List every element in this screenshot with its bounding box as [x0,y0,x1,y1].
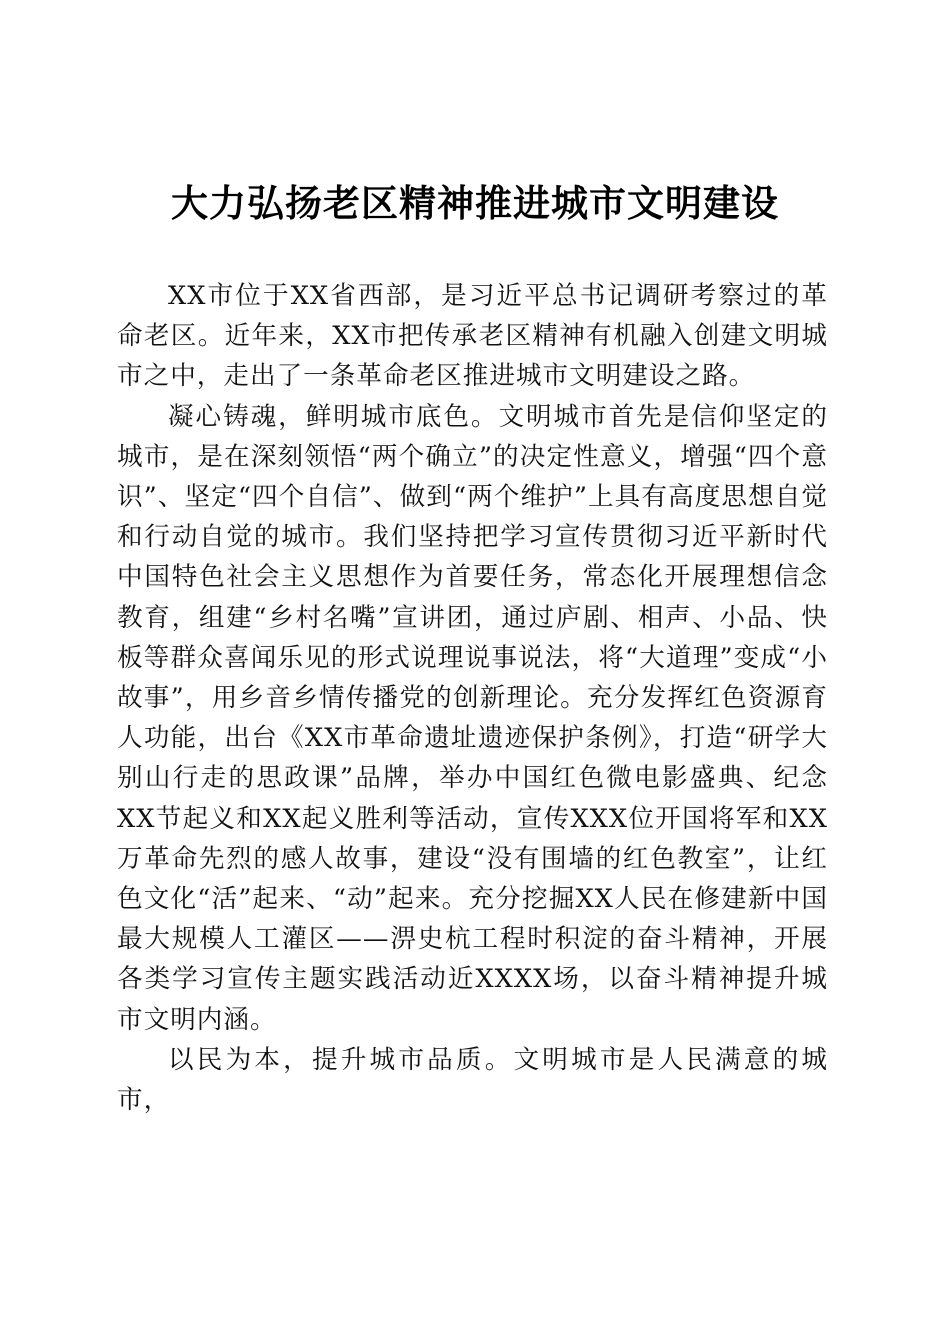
paragraph-ningxin-zhuhun: 凝心铸魂，鲜明城市底色。文明城市首先是信仰坚定的城市，是在深刻领悟“两个确立”的决定性意义，增强“四个意识”、坚定“四个自信”、做到“两个维护”上具有高度思想自觉和行动自觉的城市。我们坚持把学习宣传贯彻习近平新时代中国特色社会主义思想作为首要任务，常态化开展理想信念教育，组建“乡村名嘴”宣讲团，通过庐剧、相声、小品、快板等群众喜闻乐见的形式说理说事说法，将“大道理”变成“小故事”，用乡音乡情传播党的创新理论。充分发挥红色资源育人功能，出台《XX市革命遗址遗迹保护条例》，打造“研学大别山行走的思政课”品牌，举办中国红色微电影盛典、纪念XX节起义和XX起义胜利等活动，宣传XXX位开国将军和XX万革命先烈的感人故事，建设“没有围墙的红色教室”，让红色文化“活”起来、“动”起来。充分挖掘XX人民在修建新中国最大规模人工灌区——淠史杭工程时积淀的奋斗精神，开展各类学习宣传主题实践活动近XXXX场，以奋斗精神提升城市文明内涵。 [117,401,828,1035]
document-body [117,276,828,1120]
document-title: 大力弘扬老区精神推进城市文明建设 [171,181,779,225]
paragraph-yimin-weiben: 以民为本，提升城市品质。文明城市是人民满意的城市， [117,1044,828,1116]
paragraph-intro: XX市位于XX省西部，是习近平总书记调研考察过的革命老区。近年来，XX市把传承老区精神有机融入创建文明城市之中，走出了一条革命老区推进城市文明建设之路。 [117,281,828,392]
